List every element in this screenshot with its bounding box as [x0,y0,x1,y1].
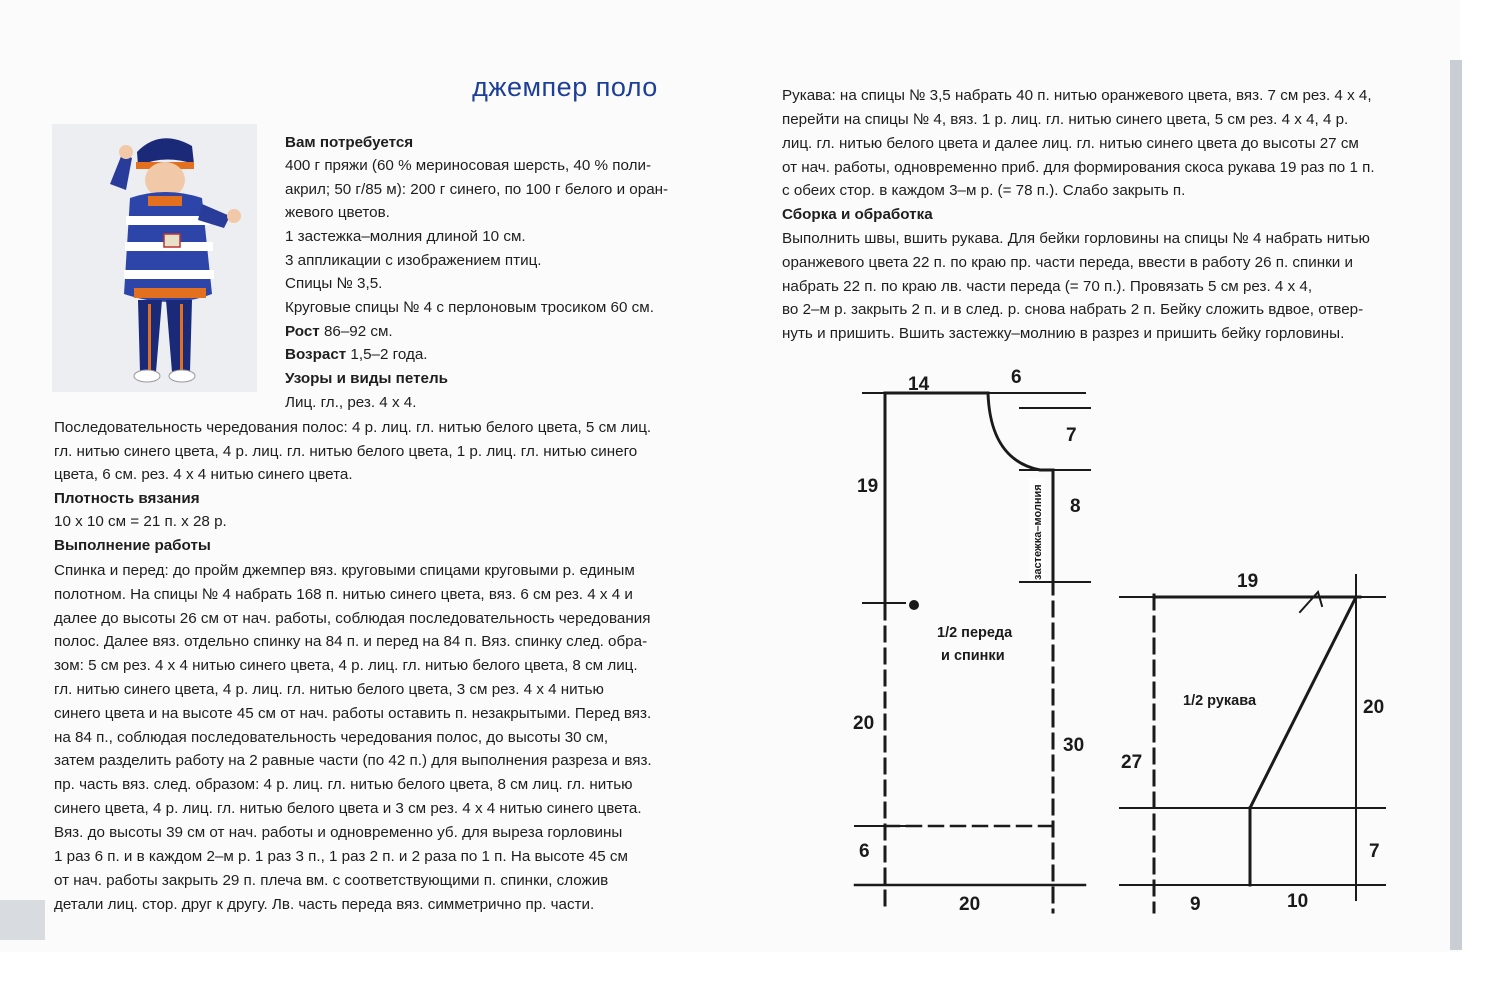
sleeves-line: от нач. работы, одновременно приб. для формирования скоса рукава 19 раз по 1 п. [782,159,1375,176]
dim-body: 20 [853,713,875,734]
stripes-line: Последовательность чередования полос: 4 р. лиц. гл. нитью белого цвета, 5 см лиц. [54,419,652,436]
dim-sleeve-bottom-left: 9 [1190,894,1201,915]
zipper-label: застежка–молния [1032,484,1044,580]
work-line: на 84 п., соблюдая последовательность чередования полос, до высоты 30 см, [54,729,609,746]
assembly-line: нуть и пришить. Вшить застежку–молнию в разрез и пришить бейку горловины. [782,325,1345,342]
sleeves-line: с обеих стор. в каждом 3–м р. (= 78 п.). Слабо закрыть п. [782,182,1186,199]
sleeves-line: Рукава: на спицы № 3,5 набрать 40 п. нитью оранжевого цвета, вяз. 7 см рез. 4 х 4, [782,87,1372,104]
work-line: детали лиц. стор. друг к другу. Лв. часть переда вяз. симметрично пр. части. [54,896,595,913]
work-line: синего цвета, 4 р. лиц. гл. нитью белого цвета и 3 см рез. 4 х 4 нитью синего цвета. [54,800,642,817]
materials-line: 1 застежка–молния длиной 10 см. [285,228,526,245]
work-line: пр. часть вяз. след. образом: 4 р. лиц. гл. нитью белого цвета, 8 см лиц. гл. нитью [54,776,633,793]
assembly-line: набрать 22 п. по краю лв. части переда (= 70 п.). Провязать 5 см рез. 4 х 4, [782,278,1313,295]
materials-line: жевого цветов. [285,204,390,221]
work-line: от нач. работы закрыть 29 п. плеча вм. с соответствующими п. спинки, сложив [54,872,609,889]
dim-front-height: 30 [1063,735,1085,756]
density-heading: Плотность вязания [54,490,200,507]
marker-dot [909,600,919,610]
sleeves-line: перейти на спицы № 4, вяз. 1 р. лиц. гл. нитью синего цвета, 5 см рез. 4 х 4, 4 р. [782,111,1349,128]
dim-neck-depth: 7 [1066,425,1077,446]
stripes-line: гл. нитью синего цвета, 4 р. лиц. гл. нитью белого цвета, 1 р. лиц. гл. нитью синего [54,443,638,460]
work-line: полотном. На спицы № 4 набрать 168 п. нитью синего цвета, вяз. 6 см рез. 4 х 4 и [54,586,633,603]
stripes-line: цвета, 6 см. рез. 4 х 4 нитью синего цвета. [54,466,353,483]
age-value: 1,5–2 года. [346,346,428,363]
front-label-line2: и спинки [941,648,1005,664]
patterns-text: Лиц. гл., рез. 4 х 4. [285,394,417,411]
sleeve-label: 1/2 рукава [1183,693,1257,709]
dim-armhole: 19 [857,476,879,497]
dim-shoulder: 14 [908,374,930,395]
work-line: затем разделить работу на 2 равные части (по 42 п.) для выполнения разреза и вяз. [54,752,652,769]
assembly-line: Выполнить швы, вшить рукава. Для бейки горловины на спицы № 4 набрать нитью [782,230,1370,247]
assembly-line: оранжевого цвета 22 п. по краю пр. части переда, ввести в работу 26 п. спинки и [782,254,1353,271]
work-line: полос. Далее вяз. отдельно спинку на 84 п. и перед на 84 п. Вяз. спинку след. обра- [54,633,648,650]
work-line: Вяз. до высоты 39 см от нач. работы и одновременно уб. для выреза горловины [54,824,623,841]
work-line: гл. нитью синего цвета, 4 р. лиц. гл. нитью белого цвета, 3 см рез. 4 х 4 нитью [54,681,604,698]
work-line: Спинка и перед: до пройм джемпер вяз. круговыми спицами круговыми р. единым [54,562,635,579]
work-heading: Выполнение работы [54,537,211,554]
page-title: джемпер поло [472,72,658,102]
sleeves-line: лиц. гл. нитью белого цвета и далее лиц. гл. нитью синего цвета до высоты 27 см [782,135,1359,152]
work-line: синего цвета и на высоте 45 см от нач. работы оставить п. незакрытыми. Перед вяз. [54,705,652,722]
materials-line: 3 аппликации с изображением птиц. [285,252,542,269]
density-text: 10 х 10 см = 21 п. х 28 р. [54,513,227,530]
work-line: 1 раз 6 п. и в каждом 2–м р. 1 раз 3 п., 1 раз 2 п. и 2 раза по 1 п. На высоте 45 см [54,848,628,865]
assembly-line: во 2–м р. закрыть 2 п. и в след. р. снова набрать 2 п. Бейку сложить вдвое, отвер- [782,301,1364,318]
materials-line: Круговые спицы № 4 с перлоновым тросиком 60 см. [285,299,654,316]
dim-neck-width: 6 [1011,367,1022,388]
dim-rib: 6 [859,841,870,862]
dim-sleeve-cuff: 7 [1369,841,1380,862]
work-line: зом: 5 см рез. 4 х 4 нитью синего цвета, 4 р. лиц. гл. нитью белого цвета, 8 см лиц. [54,657,638,674]
assembly-heading: Сборка и обработка [782,206,933,223]
dim-bottom: 20 [959,894,981,915]
dim-sleeve-side: 20 [1363,697,1385,718]
front-label-line1: 1/2 переда [937,625,1013,641]
dim-sleeve-top: 19 [1237,571,1259,592]
sleeve-outline [1120,575,1385,912]
materials-line: акрил; 50 г/85 м): 200 г синего, по 100 г белого и оран- [285,181,669,198]
dim-sleeve-bottom-right: 10 [1287,891,1309,912]
age-label: Возраст [285,346,347,363]
size-label: Рост [285,323,320,340]
materials-line: Спицы № 3,5. [285,275,383,292]
work-line: далее до высоты 26 см от нач. работы, соблюдая последовательность чередования [54,610,651,627]
size-value: 86–92 см. [319,323,393,340]
materials-heading: Вам потребуется [285,134,414,151]
materials-line: 400 г пряжи (60 % мериносовая шерсть, 40 % поли- [285,157,652,174]
dim-zipper: 8 [1070,496,1081,517]
dim-sleeve-height: 27 [1121,752,1143,773]
patterns-heading: Узоры и виды петель [285,370,448,387]
